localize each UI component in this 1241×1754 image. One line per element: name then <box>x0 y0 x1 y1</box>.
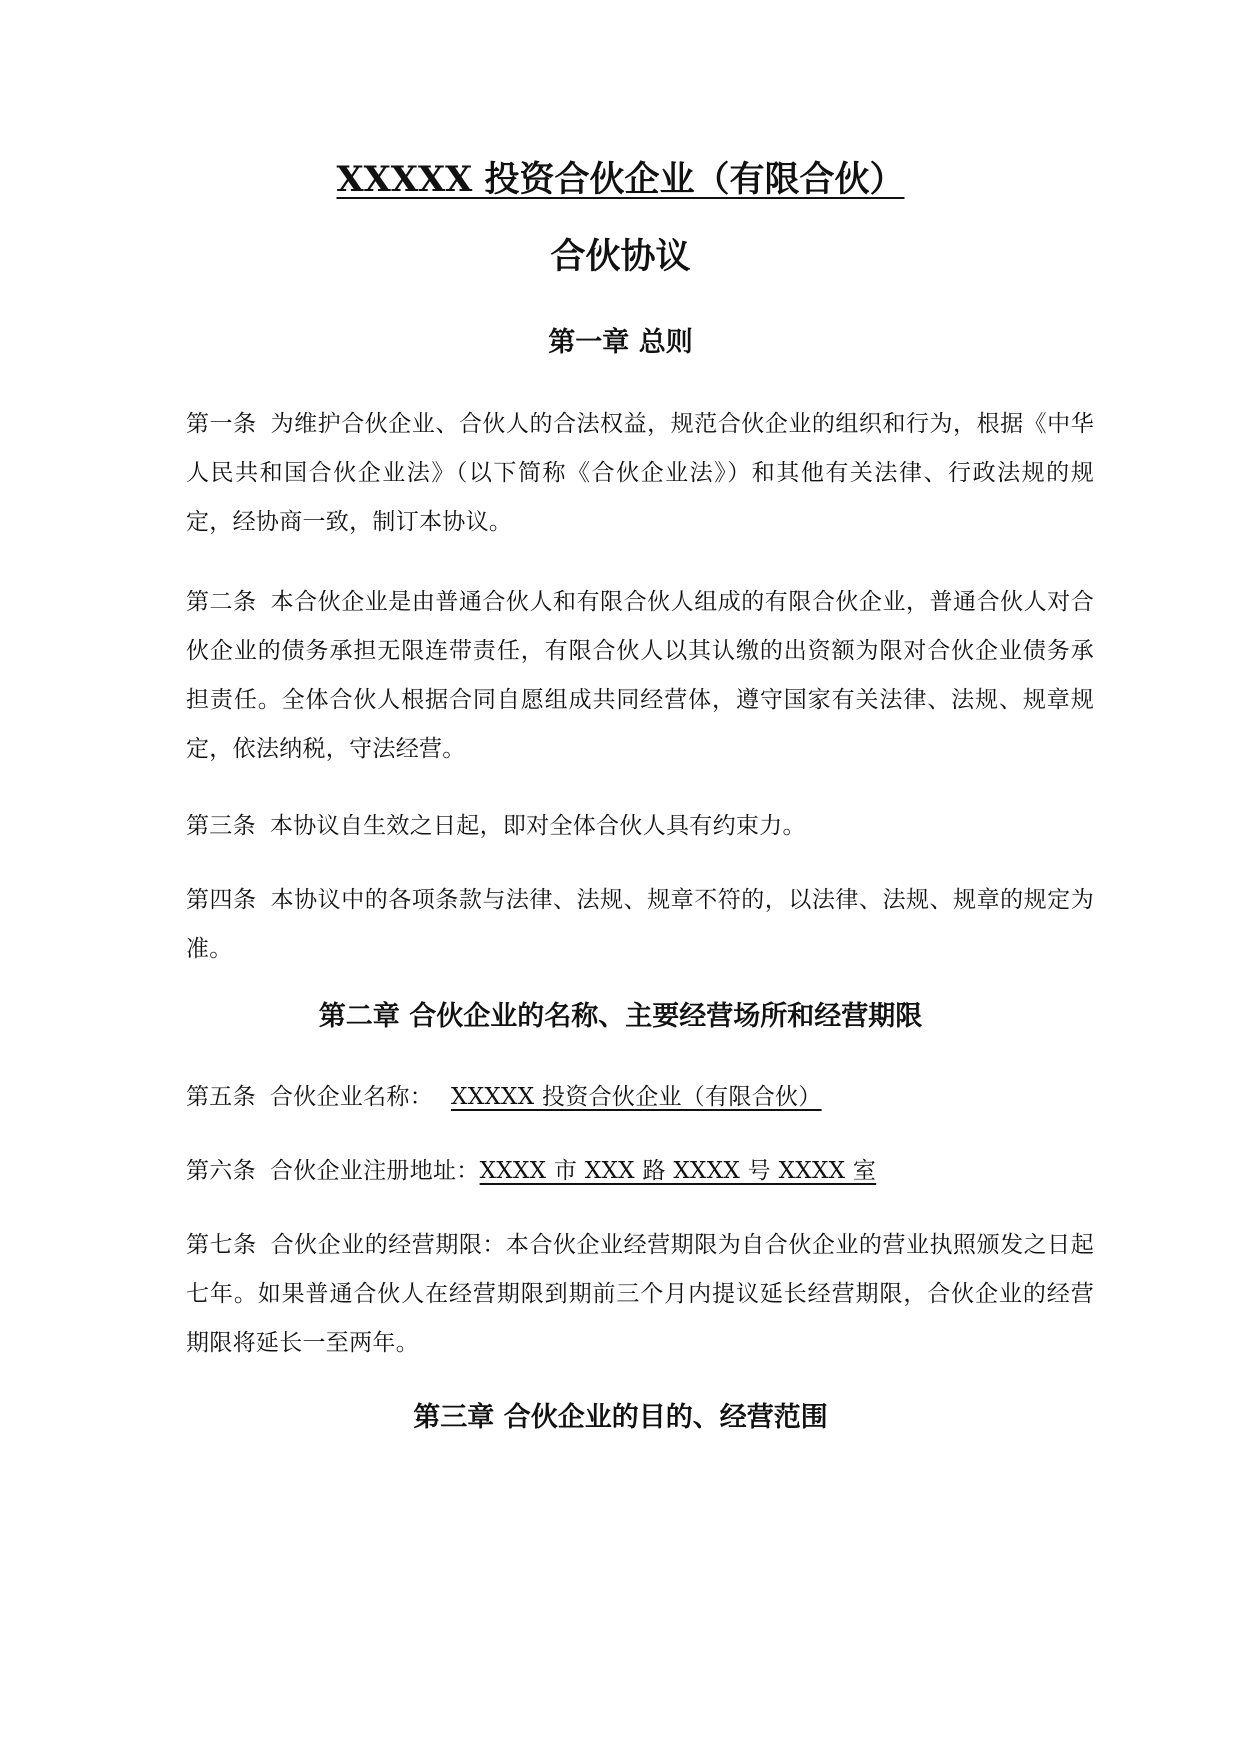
article-label: 第一条 <box>186 411 257 437</box>
chapter-2-heading: 第二章 合伙企业的名称、主要经营场所和经营期限 <box>318 1001 923 1032</box>
article-label: 第四条 <box>186 887 257 913</box>
document-title-text: XXXXX 投资合伙企业（有限合伙） <box>336 159 905 200</box>
article-text: 本合伙企业是由普通合伙人和有限合伙人组成的有限合伙企业，普通合伙人对合伙企业的债务承担无限连带责任，有限合伙人以其认缴的出资额为限对合伙企业债务承担责任。全体合伙人根据合同自愿组成共同经营体，遵守国家有关法律、法规、规章规定，依法纳税，守法经营。 <box>186 589 1095 762</box>
article-prefix: 合伙企业注册地址： <box>269 1158 480 1184</box>
chapter-3-heading: 第三章 合伙企业的目的、经营范围 <box>413 1402 828 1433</box>
registered-address-value: XXXX 市 XXX 路 XXXX 号 XXXX 室 <box>479 1158 877 1184</box>
article-text: 本协议中的各项条款与法律、法规、规章不符的，以法律、法规、规章的规定为准。 <box>186 887 1095 962</box>
article-label: 第三条 <box>186 813 256 839</box>
document-title <box>0 160 1241 200</box>
partnership-name-value: XXXXX 投资合伙企业（有限合伙） <box>451 1084 822 1110</box>
article-7 <box>186 1221 1094 1368</box>
article-label: 第二条 <box>186 589 257 615</box>
chapter-1-heading: 第一章 总则 <box>548 327 693 358</box>
article-6 <box>186 1147 1094 1196</box>
article-prefix: 合伙企业名称： <box>269 1084 434 1110</box>
article-1 <box>186 400 1094 547</box>
article-label: 第七条 <box>186 1232 257 1258</box>
article-text: 为维护合伙企业、合伙人的合法权益，规范合伙企业的组织和行为，根据《中华人民共和国合伙企业法》（以下简称《合伙企业法》）和其他有关法律、行政法规的规定，经协商一致，制订本协议。 <box>186 411 1095 535</box>
article-label: 第五条 <box>186 1084 256 1110</box>
article-3 <box>186 802 1094 851</box>
article-5 <box>186 1073 1094 1122</box>
article-2 <box>186 578 1094 774</box>
document-subtitle: 合伙协议 <box>550 236 691 277</box>
article-label: 第六条 <box>186 1158 256 1184</box>
article-text: 合伙企业的经营期限：本合伙企业经营期限为自合伙企业的营业执照颁发之日起七年。如果普通合伙人在经营期限到期前三个月内提议延长经营期限，合伙企业的经营期限将延长一至两年。 <box>186 1232 1095 1356</box>
article-4 <box>186 876 1094 974</box>
article-text: 本协议自生效之日起，即对全体合伙人具有约束力。 <box>269 813 806 839</box>
